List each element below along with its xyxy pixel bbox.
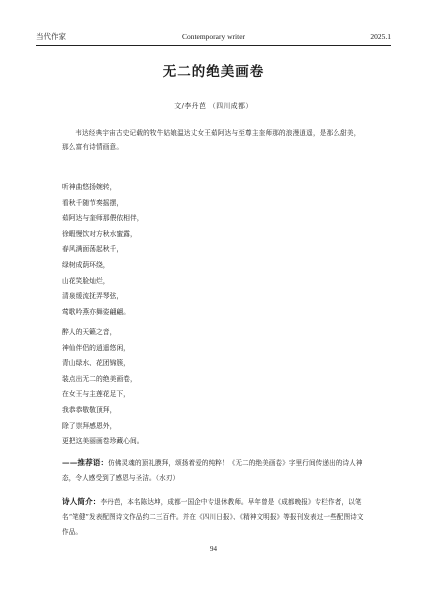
recommendation-text: 仿佛灵魂的顶礼膜拜，颂扬着爱的纯粹！《无二的绝美画卷》字里行间传递出的诗人神态，令人感受到了感恩与圣洁。（水刃） (62, 459, 363, 482)
poem-line: 醉人的天籁之音， (62, 328, 117, 336)
poem-line: 听神曲悠扬婉转， (62, 183, 117, 191)
poem-line: 我恭恭敬敬顶拜， (62, 405, 117, 414)
poem-line: 除了崇拜感恩外， (62, 421, 117, 430)
poem-line: 更把这美丽画卷珍藏心间。 (62, 437, 144, 446)
page-number: 94 (210, 545, 217, 553)
poem-line: 清泉缓流抚弄琴弦， (62, 292, 124, 301)
poem-title: 无二的绝美画卷 (162, 64, 265, 80)
header-rule (36, 45, 391, 46)
poem-line: 看秋千随节奏摇摆， (62, 198, 124, 207)
author-bio-paragraph (62, 494, 365, 540)
bio-label: 诗人简介： (62, 497, 101, 506)
poem-line: 莺歌吟燕亦舞姿翩翩。 (62, 307, 130, 316)
running-header (36, 30, 391, 44)
recommendation-paragraph (62, 455, 365, 486)
poem-line: 春风满面荡起秋千， (62, 245, 124, 254)
stanza-2 (62, 325, 312, 450)
poem-line: 青山绿水、花团锦簇， (62, 359, 130, 368)
poem-line: 装点出无二的绝美画卷， (62, 374, 137, 383)
magazine-english-name: Contemporary writer (181, 32, 246, 41)
preface-paragraph: 韦达经典宇宙古史记载的牧牛姑娘温达丈女王茹阿达与至尊主奎师那的浪漫逍遥，是那么甜美，那么富有诗情画意。 (62, 129, 361, 151)
bio-text: 李丹芭，本名陈达坤，成都一国企中专退休教师。早年曾是《成都晚报》专栏作者，以笔名“笔健”发表配图诗文作品约二三百件。并在《四川日报》、《精神文明报》等报刊发表过一些配图诗文作品。 (62, 498, 364, 536)
poem-line: 山花笑脸灿烂， (62, 276, 110, 285)
poem-line: 茹阿达与奎师那偎依相伴， (62, 214, 144, 223)
magazine-name: 当代作家 (36, 32, 66, 41)
stanza-1 (62, 180, 312, 320)
poem-line: 徐暇慢饮对方秋水蜜露， (62, 229, 137, 238)
poem-line: 绿树成荫环绕， (62, 260, 110, 269)
recommendation-label: ——推荐语： (62, 458, 109, 467)
issue-number: 2025.1 (370, 32, 391, 41)
poem-line: 神仙伴侣的逍遥悠闲， (62, 343, 130, 352)
author-byline: 文/李丹芭 （四川成都） (174, 102, 253, 110)
poem-line: 在女王与主莲花足下， (62, 390, 130, 399)
